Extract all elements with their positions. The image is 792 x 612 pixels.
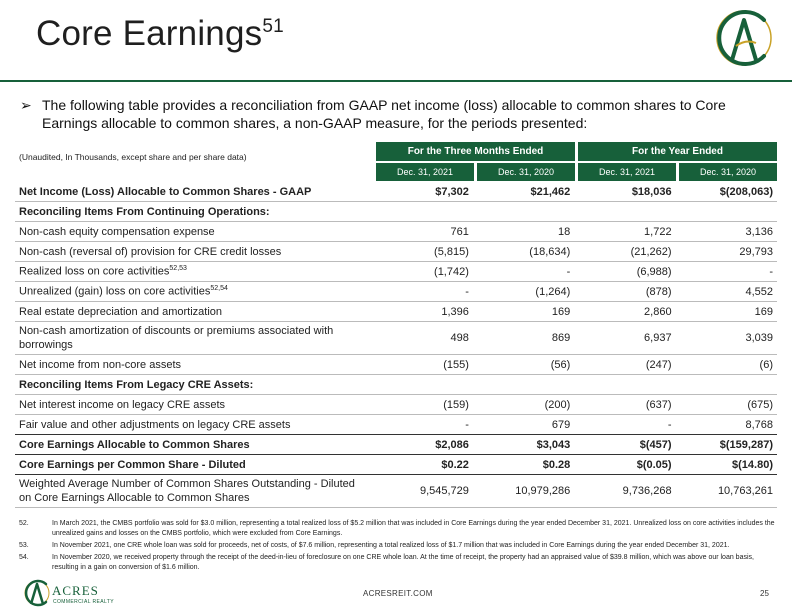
- row-label: Reconciling Items From Continuing Operations:: [15, 202, 372, 222]
- table-row: [15, 395, 777, 415]
- cell: (155): [372, 355, 473, 375]
- cell: $3,043: [473, 435, 574, 455]
- cell: [676, 375, 777, 395]
- cell: $0.28: [473, 455, 574, 475]
- row-label: Core Earnings Allocable to Common Shares: [15, 435, 372, 455]
- footnote-text: In November 2020, we received property through the receipt of the deed-in-lieu of foreclosure on one CRE whole loan. At the time of receipt, the property had an appraised value of $39.8 million, which was above our loan basis, resulting in a gain on conversion of $1.6 million.: [52, 554, 754, 571]
- table-row: [15, 302, 777, 322]
- footnote: [19, 553, 779, 573]
- cell: $2,086: [372, 435, 473, 455]
- header-three-months: For the Three Months Ended: [376, 142, 575, 161]
- cell: 9,545,729: [372, 475, 473, 508]
- footnotes: [19, 519, 779, 575]
- row-label: Net interest income on legacy CRE assets: [15, 395, 372, 415]
- cell: 679: [473, 415, 574, 435]
- cell: (200): [473, 395, 574, 415]
- row-label: Non-cash (reversal of) provision for CRE credit losses: [15, 242, 372, 262]
- table-row: [15, 322, 777, 355]
- cell: (1,742): [372, 262, 473, 282]
- table-row: [15, 202, 777, 222]
- table-row: [15, 222, 777, 242]
- cell: 18: [473, 222, 574, 242]
- row-label: Realized loss on core activities$^{52,53}$: [15, 262, 372, 282]
- footnote-ref: 52,53: [169, 265, 187, 273]
- row-label: Core Earnings per Common Share - Diluted: [15, 455, 372, 475]
- footer-brand: ACRES: [52, 583, 99, 598]
- table-row: [15, 242, 777, 262]
- cell: 10,979,286: [473, 475, 574, 508]
- acres-footer-logo: [24, 578, 124, 608]
- cell: 1,396: [372, 302, 473, 322]
- cell: 9,736,268: [574, 475, 675, 508]
- cell: -: [372, 415, 473, 435]
- footnote: [19, 519, 779, 539]
- cell: 761: [372, 222, 473, 242]
- cell: -: [676, 262, 777, 282]
- cell: -: [372, 282, 473, 302]
- cell: 6,937: [574, 322, 675, 355]
- table-row: [15, 475, 777, 508]
- cell: 498: [372, 322, 473, 355]
- col-header-q4-2020: Dec. 31, 2020: [477, 163, 575, 181]
- cell: (21,262): [574, 242, 675, 262]
- col-header-fy-2021: Dec. 31, 2021: [578, 163, 676, 181]
- cell: [372, 202, 473, 222]
- footnote-text: In November 2021, one CRE whole loan was sold for proceeds, net of costs, of $7.6 million, representing a total realized loss of $1.7 million that was included in Core Earnings during the year ended December 31, 2021.: [52, 542, 730, 549]
- table-row: [15, 415, 777, 435]
- cell: 169: [473, 302, 574, 322]
- cell: (56): [473, 355, 574, 375]
- col-header-q4-2021: Dec. 31, 2021: [376, 163, 474, 181]
- col-header-fy-2020: Dec. 31, 2020: [679, 163, 777, 181]
- cell: [574, 202, 675, 222]
- page-number: 25: [760, 589, 769, 598]
- footnote: [19, 541, 779, 551]
- arrow-bullet-icon: ➢: [20, 97, 32, 113]
- cell: (247): [574, 355, 675, 375]
- cell: (18,634): [473, 242, 574, 262]
- table-row: [15, 282, 777, 302]
- acres-logo-icon: [712, 6, 776, 70]
- table-row: [15, 375, 777, 395]
- intro-text: The following table provides a reconciliation from GAAP net income (loss) allocable to common shares to Core Earnings allocable to common shares, a non-GAAP measure, for the periods presented:: [42, 97, 726, 131]
- row-label: Non-cash equity compensation expense: [15, 222, 372, 242]
- row-label: Weighted Average Number of Common Shares Outstanding - Diluted on Core Earnings Allocable to Common Shares: [15, 475, 372, 508]
- cell: 8,768: [676, 415, 777, 435]
- cell: 29,793: [676, 242, 777, 262]
- cell: 2,860: [574, 302, 675, 322]
- cell: (675): [676, 395, 777, 415]
- cell: $18,036: [574, 182, 675, 202]
- footnote-number: 52.: [19, 520, 29, 527]
- cell: $7,302: [372, 182, 473, 202]
- header-year-ended: For the Year Ended: [578, 142, 777, 161]
- table-caption: (Unaudited, In Thousands, except share and per share data): [19, 152, 247, 162]
- table-row: [15, 355, 777, 375]
- cell: [473, 375, 574, 395]
- cell: [473, 202, 574, 222]
- cell: [676, 202, 777, 222]
- row-label: Real estate depreciation and amortization: [15, 302, 372, 322]
- footnote-text: In March 2021, the CMBS portfolio was sold for $3.0 million, representing a total realized loss of $5.2 million that was included in Core Earnings during the year ended December 31, 2021. Unrealized loss on core activities includes the unrealized gains and losses on the CMBS portfolio, which were excluded from Core Earnings.: [52, 520, 775, 537]
- row-label: Unrealized (gain) loss on core activities$^{52,54}$: [15, 282, 372, 302]
- cell: (5,815): [372, 242, 473, 262]
- footnote-number: 54.: [19, 554, 29, 561]
- cell: $(159,287): [676, 435, 777, 455]
- cell: 3,039: [676, 322, 777, 355]
- title-footnote-ref: 51: [262, 16, 284, 37]
- cell: 169: [676, 302, 777, 322]
- row-label: Net Income (Loss) Allocable to Common Shares - GAAP: [15, 182, 372, 202]
- cell: $0.22: [372, 455, 473, 475]
- reconciliation-table: [15, 182, 777, 508]
- cell: (6): [676, 355, 777, 375]
- cell: (159): [372, 395, 473, 415]
- cell: [372, 375, 473, 395]
- page-title: Core Earnings$^{51}$: [36, 14, 284, 53]
- cell: [574, 375, 675, 395]
- footer-url[interactable]: ACRESREIT.COM: [363, 589, 433, 598]
- cell: $(208,063): [676, 182, 777, 202]
- cell: -: [574, 415, 675, 435]
- cell: -: [473, 262, 574, 282]
- row-label: Reconciling Items From Legacy CRE Assets:: [15, 375, 372, 395]
- row-label: Non-cash amortization of discounts or premiums associated with borrowings: [15, 322, 372, 355]
- cell: (1,264): [473, 282, 574, 302]
- cell: $(457): [574, 435, 675, 455]
- cell: (6,988): [574, 262, 675, 282]
- cell: $21,462: [473, 182, 574, 202]
- cell: $(14.80): [676, 455, 777, 475]
- footnote-number: 53.: [19, 542, 29, 549]
- footer-brand-sub: COMMERCIAL REALTY: [53, 599, 114, 605]
- table-row: [15, 435, 777, 455]
- cell: (637): [574, 395, 675, 415]
- cell: $(0.05): [574, 455, 675, 475]
- cell: 10,763,261: [676, 475, 777, 508]
- table-row: [15, 455, 777, 475]
- row-label: Net income from non-core assets: [15, 355, 372, 375]
- table-row: [15, 262, 777, 282]
- cell: (878): [574, 282, 675, 302]
- table-row: [15, 182, 777, 202]
- cell: 4,552: [676, 282, 777, 302]
- title-divider: [0, 80, 792, 82]
- cell: 3,136: [676, 222, 777, 242]
- cell: 869: [473, 322, 574, 355]
- footnote-ref: 52,54: [210, 285, 228, 293]
- cell: 1,722: [574, 222, 675, 242]
- row-label: Fair value and other adjustments on legacy CRE assets: [15, 415, 372, 435]
